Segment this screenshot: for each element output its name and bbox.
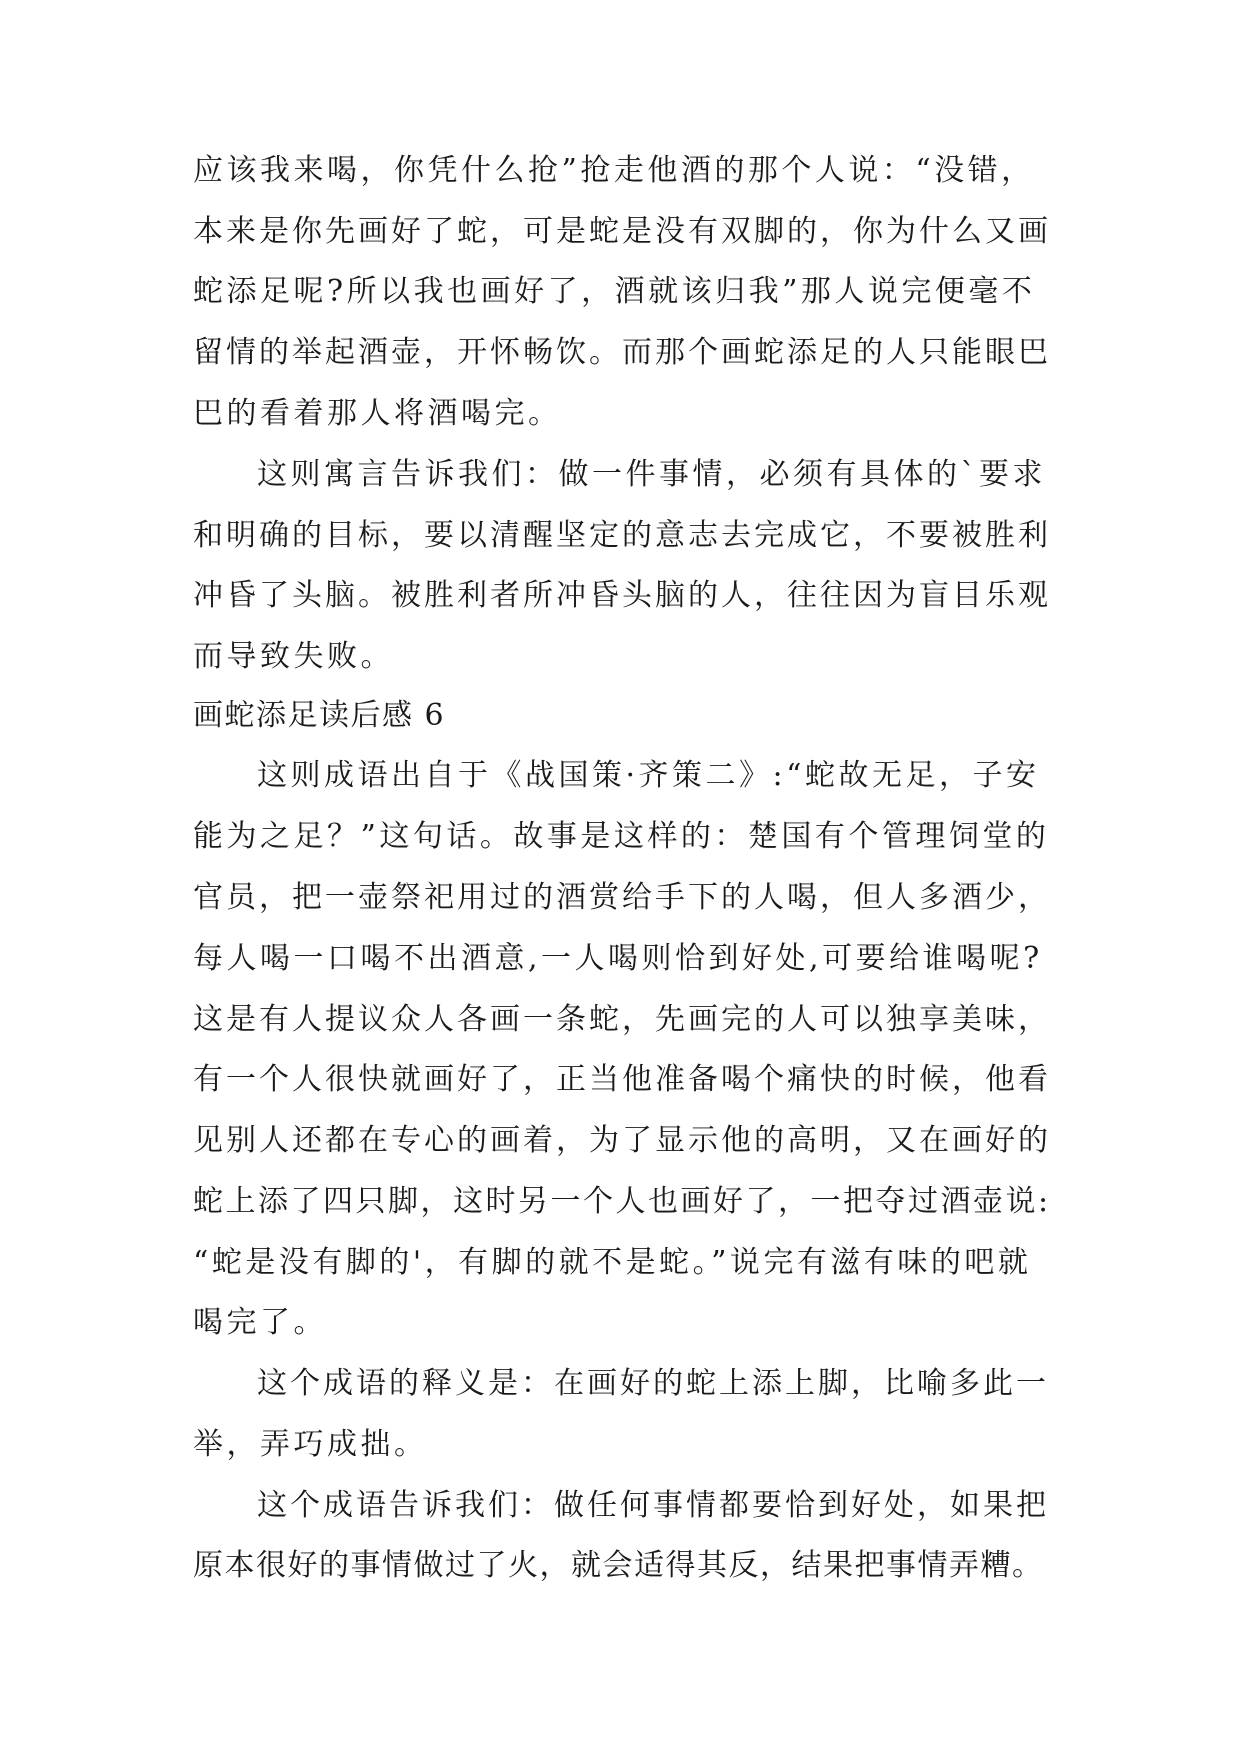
paragraph-start: 这个成语的释义是：在画好的蛇上添上脚，比喻多此一 — [257, 1366, 1049, 1401]
text-line: 留情的举起酒壶，开怀畅饮。而那个画蛇添足的人只能眼巴 — [193, 335, 1051, 370]
text-line: 举，弄巧成拙。 — [193, 1427, 428, 1462]
paragraph-start: 这个成语告诉我们：做任何事情都要恰到好处，如果把 — [257, 1488, 1049, 1523]
text-line: 应该我来喝，你凭什么抢”抢走他酒的那个人说：“没错， — [193, 153, 1035, 188]
text-line: 有一个人很快就画好了，正当他准备喝个痛快的时候，他看 — [193, 1062, 1051, 1097]
paragraph-start: 这则寓言告诉我们：做一件事情，必须有具体的`要求 — [257, 457, 1046, 492]
text-line: 巴的看着那人将酒喝完。 — [193, 396, 562, 431]
section-heading: 画蛇添足读后感 6 — [193, 698, 446, 733]
text-line: 本来是你先画好了蛇，可是蛇是没有双脚的，你为什么又画 — [193, 214, 1051, 249]
text-line: 能为之足？”这句话。故事是这样的：楚国有个管理饲堂的 — [193, 819, 1050, 854]
text-line: 和明确的目标，要以清醒坚定的意志去完成它，不要被胜利 — [193, 518, 1051, 553]
text-line: 这是有人提议众人各画一条蛇，先画完的人可以独享美味， — [193, 1002, 1051, 1037]
text-line: 蛇上添了四只脚，这时另一个人也画好了，一把夺过酒壶说: — [193, 1184, 1051, 1219]
text-line: 每人喝一口喝不出酒意,一人喝则恰到好处,可要给谁喝呢? — [193, 941, 1043, 976]
paragraph-start: 这则成语出自于《战国策·齐策二》:“蛇故无足，子安 — [257, 758, 1040, 793]
text-line: 喝完了。 — [193, 1305, 327, 1340]
text-line: 而导致失败。 — [193, 639, 394, 674]
text-line: 原本很好的事情做过了火，就会适得其反，结果把事情弄糟。 — [193, 1548, 1044, 1583]
text-line: 蛇添足呢?所以我也画好了，酒就该归我”那人说完便毫不 — [193, 274, 1036, 309]
text-line: 冲昏了头脑。被胜利者所冲昏头脑的人，往往因为盲目乐观 — [193, 578, 1051, 613]
text-line: “蛇是没有脚的'，有脚的就不是蛇。”说完有滋有味的吧就 — [193, 1245, 1032, 1280]
text-line: 官员，把一壶祭祀用过的酒赏给手下的人喝，但人多酒少， — [193, 880, 1051, 915]
text-line: 见别人还都在专心的画着，为了显示他的高明，又在画好的 — [193, 1123, 1051, 1158]
